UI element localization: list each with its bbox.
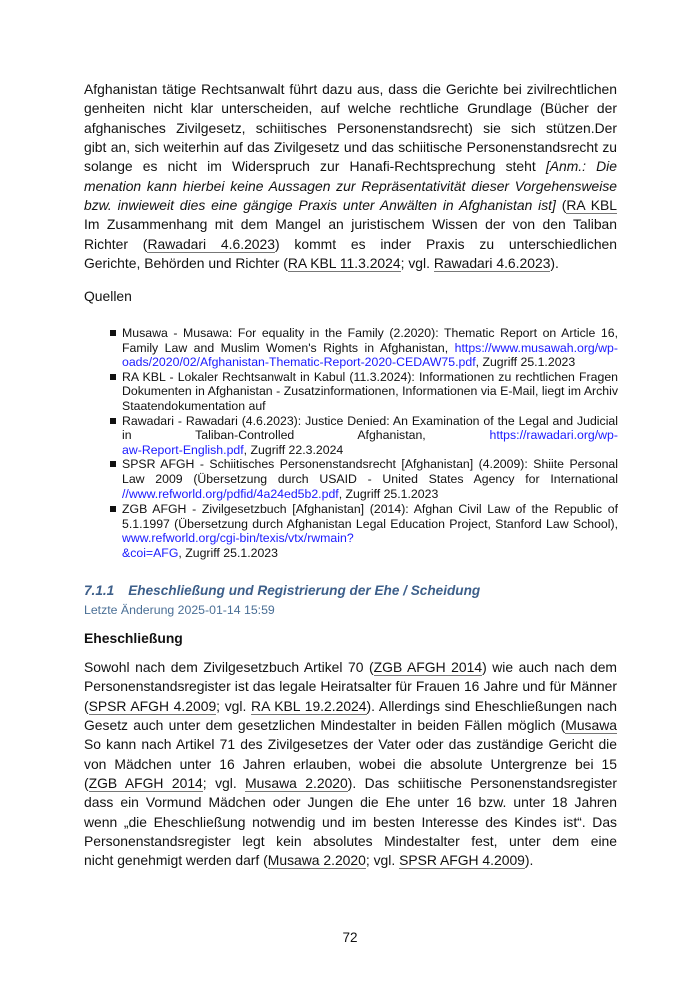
text-span: Rawadari - Rawadari (4.6.2023): Justice Denied: An Examination of the Legal and Judicial [122,413,618,428]
text-span: Dokumenten in Afghanistan - Zusatzinformationen, Informationen via E-Mail, liegt im Archiv [122,384,618,399]
text-line [122,384,618,399]
text-span: Im Zusammenhang mit dem Mangel an juristischem Wissen der von den Taliban [84,216,617,233]
text-span: Personenstandsregister ist das legale Heiratsalter für Frauen 16 Jahre und für Männer [84,678,617,695]
italic-note: bzw. inwieweit dies eine gängige Praxis unter Anwälten in Afghanistan ist] [84,197,556,214]
subheading: Eheschließung [84,630,183,646]
text-line [84,254,617,273]
sources-list [110,326,618,561]
text-span: , Zugriff 22.3.2024 [243,442,344,457]
italic-note: [Anm.: Die [545,158,617,175]
text-line [84,755,617,774]
text-line [84,774,617,793]
text-line [122,531,618,546]
text-span: Gerichte, Behörden und Richter ( [84,255,288,272]
source-item [110,370,618,414]
text-span: Staatendokumentation auf [122,398,266,413]
text-line [84,832,617,851]
text-line [84,119,617,138]
text-span: dass ein Vormund Mädchen oder Jungen die Ehe unter 16 bzw. unter 18 Jahren [84,794,617,811]
bullet-icon [110,374,116,380]
last-changed: Letzte Änderung 2025-01-14 15:59 [84,603,275,617]
text-span: ( [555,197,567,214]
text-line [122,546,618,561]
text-span: ; vgl. [216,697,252,714]
text-line [84,716,617,735]
sources-label: Quellen [84,288,132,304]
url-link[interactable]: www.refworld.org/cgi-bin/texis/vtx/rwmain? [122,531,354,546]
citation-link[interactable]: Rawadari 4.6.2023 [147,235,275,252]
text-line [84,196,617,215]
text-span: solange es nicht im Widerspruch zur Hanafi-Rechtsprechung steht [84,158,546,175]
text-line [122,414,618,429]
text-line [84,235,617,254]
text-span: ). Das schiitische Personenstandsregister [347,775,617,792]
citation-link[interactable]: Musawa 2.2020 [267,852,366,869]
text-span: Family Law and Muslim Women's Rights in Afghanistan, [122,340,455,355]
text-line [84,177,617,196]
text-span: ; vgl. [400,255,434,272]
text-line [122,443,618,458]
text-line [122,472,618,487]
bullet-icon [110,506,116,512]
text-line [122,487,618,502]
text-span: Personenstandsregister legt kein absolutes Mindestalter fest, unter dem eine [84,833,617,850]
text-span: So kann nach Artikel 71 des Zivilgesetzes der Vater oder das zuständige Gericht die [84,736,617,753]
bullet-icon [110,330,116,336]
text-span: , Zugriff 25.1.2023 [338,486,439,501]
text-span: ; vgl. [365,852,400,869]
text-line [122,326,618,341]
text-span: ) kommt es inder Praxis zu unterschiedlichen [274,235,617,252]
text-span: 5.1.1997 (Übersetzung durch Afghanistan Legal Education Project, Stanford Law School), [122,516,618,531]
text-line [122,355,618,370]
bullet-icon [110,418,116,424]
text-span: Gesetz auch unter dem gesetzlichen Mindestalter in beiden Fällen möglich ( [84,717,566,734]
source-item [110,414,618,458]
text-line [122,370,618,385]
text-span: nicht genehmigt werden darf ( [84,852,268,869]
section-title: Eheschließung und Registrierung der Ehe / Scheidung [128,583,481,598]
citation-link[interactable]: SPSR AFGH 4.2009 [399,852,525,869]
text-line [84,658,617,677]
text-line [122,341,618,356]
text-line [84,735,617,754]
section-heading [84,583,617,598]
source-item [110,502,618,560]
text-line [122,457,618,472]
text-span: ). [550,255,559,272]
url-link[interactable]: https://rawadari.org/wp- [489,428,618,443]
text-span: gibt an, sich weiterhin auf das Zivilgesetz und das schiitische Personenstandsrecht zu [84,139,617,156]
text-line [84,851,617,870]
text-span: ) wie auch nach dem [482,659,617,675]
citation-link[interactable]: SPSR AFGH 4.2009 [88,697,217,714]
url-link[interactable]: aw-Report-English.pdf [122,442,244,457]
text-span: Law 2009 (Übersetzung durch USAID - United States Agency for International [122,471,618,486]
text-line [84,157,617,176]
text-line [84,80,617,99]
text-span: SPSR AFGH - Schiitisches Personenstandsrecht [Afghanistan] (4.2009): Shiite Personal [122,457,618,472]
text-span: von Mädchen unter 16 Jahren erlauben, wobei die absolute Untergrenze bei 15 [84,755,617,772]
text-span: RA KBL - Lokaler Rechtsanwalt in Kabul (11.3.2024): Informationen zu rechtlichen Fragen [122,369,618,384]
text-span: ZGB AFGH - Zivilgesetzbuch [Afghanistan] (2014): Afghan Civil Law of the Republic of [122,502,618,517]
text-span: ). Allerdings sind Eheschließungen nach [366,697,617,714]
text-line [84,813,617,832]
paragraph-legal-practice [84,80,617,273]
text-span: Musawa - Musawa: For equality in the Family (2.2020): Thematic Report on Article 16, [122,326,618,340]
source-item [110,326,618,370]
section-number: 7.1.1 [84,583,115,598]
source-item [110,457,618,501]
url-link[interactable]: //www.refworld.org/pdfid/4a24ed5b2.pdf [122,486,339,501]
text-line [84,697,617,716]
text-line [122,399,618,414]
text-span: ( [84,775,89,792]
citation-link[interactable]: RA KBL 11.3.2024 [287,255,401,272]
paragraph-marriage [84,658,617,871]
citation-link[interactable]: RA KBL [84,197,617,215]
text-line [122,502,618,517]
citation-link[interactable]: ZGB AFGH 2014 [88,775,203,792]
url-link[interactable]: &coi=AFG [122,545,179,560]
text-span: Afghanistan tätige Rechtsanwalt führt dazu aus, dass die Gerichte bei zivilrechtlichen [84,81,617,97]
text-line [84,677,617,696]
citation-link[interactable]: Musawa 2.2020 [245,775,348,792]
text-line [84,99,617,118]
text-span: ). [524,852,534,869]
citation-link[interactable]: Musawa [84,717,617,735]
text-span: ( [84,697,89,714]
url-link[interactable]: oads/2020/02/Afghanistan-Thematic-Report-2020-CEDAW75.pdf [122,355,476,370]
text-span: genheiten nicht klar unterscheiden, auf welche rechtliche Grundlage (Bücher der [84,100,617,117]
text-span: , Zugriff 25.1.2023 [475,355,576,370]
text-line [84,138,617,157]
text-span: , Zugriff 25.1.2023 [178,545,278,560]
text-span: wenn „die Eheschließung notwendig und im besten Interesse des Kindes ist“. Das [84,813,617,830]
citation-link[interactable]: RA KBL 19.2.2024 [251,697,367,714]
italic-note: menation kann hierbei keine Aussagen zur Repräsentativität dieser Vorgehensweise [84,177,617,194]
text-span: Richter ( [84,235,148,252]
bullet-icon [110,461,116,467]
text-line [84,793,617,812]
page-number: 72 [342,930,358,945]
text-span: ; vgl. [202,775,246,792]
text-line [122,428,618,443]
citation-link[interactable]: ZGB AFGH 2014 [373,659,483,675]
text-span: afghanisches Zivilgesetz, schiitisches Personenstandsrecht) sie sich stützen.Der [84,119,617,136]
citation-link[interactable]: Rawadari 4.6.2023 [433,255,551,272]
url-link[interactable]: https://www.musawah.org/wp- [454,340,618,355]
text-span: in Taliban-Controlled Afghanistan, [122,428,490,443]
text-span: Sowohl nach dem Zivilgesetzbuch Artikel 70 ( [84,659,374,675]
text-line [122,517,618,532]
text-line [84,215,617,234]
